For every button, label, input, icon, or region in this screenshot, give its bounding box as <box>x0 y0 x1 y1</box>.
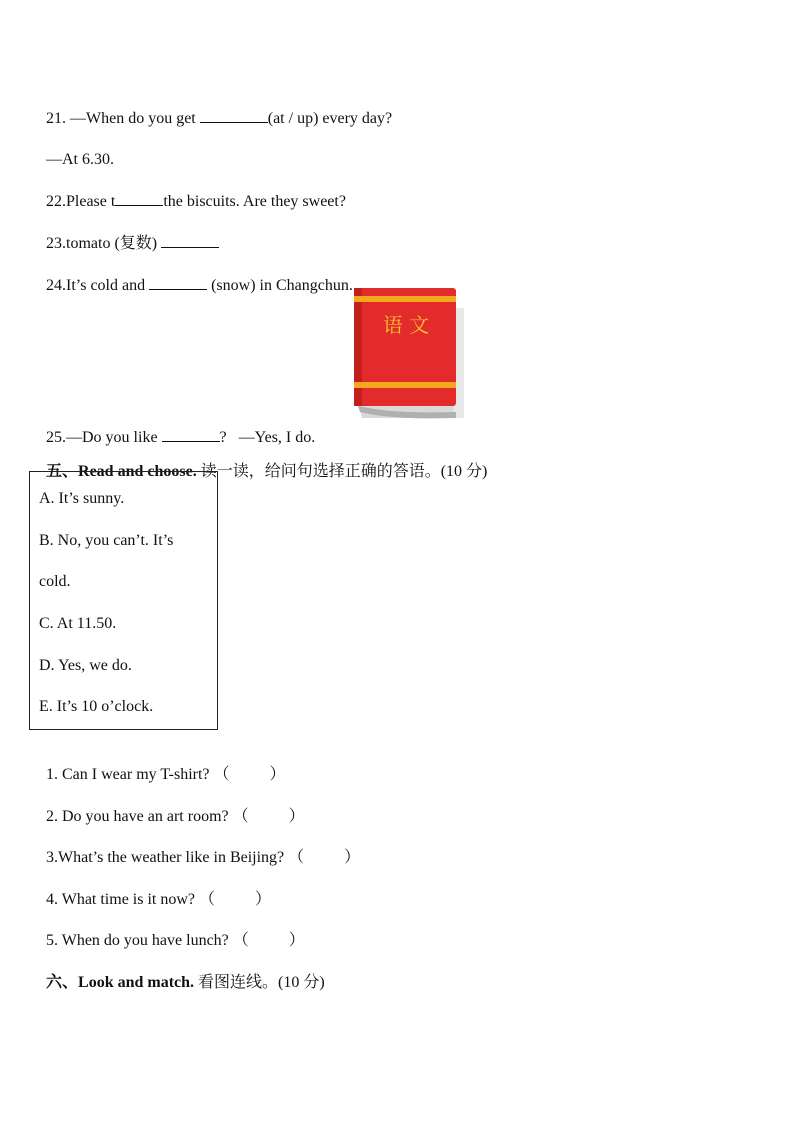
question-text: 24.It’s cold and <box>46 277 150 294</box>
book-stripe-bottom <box>354 382 456 388</box>
section-title-en: Read and choose. <box>78 463 197 480</box>
section-number: 五、 <box>46 463 79 480</box>
option-b: B. No, you can’t. It’s <box>39 532 174 549</box>
section-6-heading <box>38 953 325 993</box>
question-text: (snow) in Changchun. <box>207 277 353 294</box>
answer-blank[interactable] <box>149 275 207 290</box>
book-title: 语 文 <box>382 313 430 337</box>
question-text: 1. Can I wear my T-shirt? <box>46 766 210 783</box>
section-title-zh: 看图连线。(10 分) <box>194 974 325 991</box>
question-text: 2. Do you have an art room? <box>46 808 229 825</box>
question-text: 23.tomato (复数) <box>46 235 162 252</box>
choose-question-5 <box>38 911 305 951</box>
choose-question-2 <box>38 787 305 827</box>
answer-bracket[interactable]: （ ） <box>288 849 361 866</box>
question-text: ? —Yes, I do. <box>219 429 316 446</box>
question-21-answer <box>38 130 114 170</box>
answer-bracket[interactable]: （ ） <box>213 766 286 783</box>
option-c: C. At 11.50. <box>39 615 117 632</box>
question-text: 4. What time is it now? <box>46 891 196 908</box>
option-b-cont: cold. <box>39 573 71 590</box>
question-text: 22.Please t <box>46 193 116 210</box>
answer-bracket[interactable]: （ ） <box>232 808 305 825</box>
answer-blank[interactable] <box>200 108 268 123</box>
answer-text: —At 6.30. <box>46 151 114 168</box>
section-title-en: Look and match. <box>78 974 195 991</box>
choose-question-3 <box>38 828 360 868</box>
question-text: 25.—Do you like <box>46 429 162 446</box>
question-text: 3.What’s the weather like in Beijing? <box>46 849 285 866</box>
chinese-book-image <box>352 286 466 420</box>
option-e: E. It’s 10 o’clock. <box>39 698 154 715</box>
question-number: 21. <box>46 110 70 127</box>
question-text: the biscuits. Are they sweet? <box>163 193 346 210</box>
answer-blank[interactable] <box>162 427 220 442</box>
option-d: D. Yes, we do. <box>39 657 132 674</box>
question-24 <box>38 255 353 296</box>
section-number: 六、 <box>46 974 79 991</box>
question-21 <box>38 88 392 129</box>
book-stripe-top <box>354 296 456 302</box>
choose-question-4 <box>38 870 271 910</box>
option-a: A. It’s sunny. <box>39 490 125 507</box>
question-23 <box>38 213 219 254</box>
question-text: (at / up) every day? <box>267 110 393 127</box>
answer-bracket[interactable]: （ ） <box>232 932 305 949</box>
answer-blank[interactable] <box>115 191 163 206</box>
answer-blank[interactable] <box>161 233 219 248</box>
question-text: 5. When do you have lunch? <box>46 932 229 949</box>
section-title-zh: 读一读，给问句选择正确的答语。(10 分) <box>196 463 488 480</box>
book-spine <box>354 288 362 406</box>
options-box <box>29 471 218 730</box>
question-22 <box>38 171 346 212</box>
choose-question-1 <box>38 745 286 785</box>
question-text: —When do you get <box>70 110 200 127</box>
book-cover <box>354 288 456 406</box>
answer-bracket[interactable]: （ ） <box>199 891 272 908</box>
